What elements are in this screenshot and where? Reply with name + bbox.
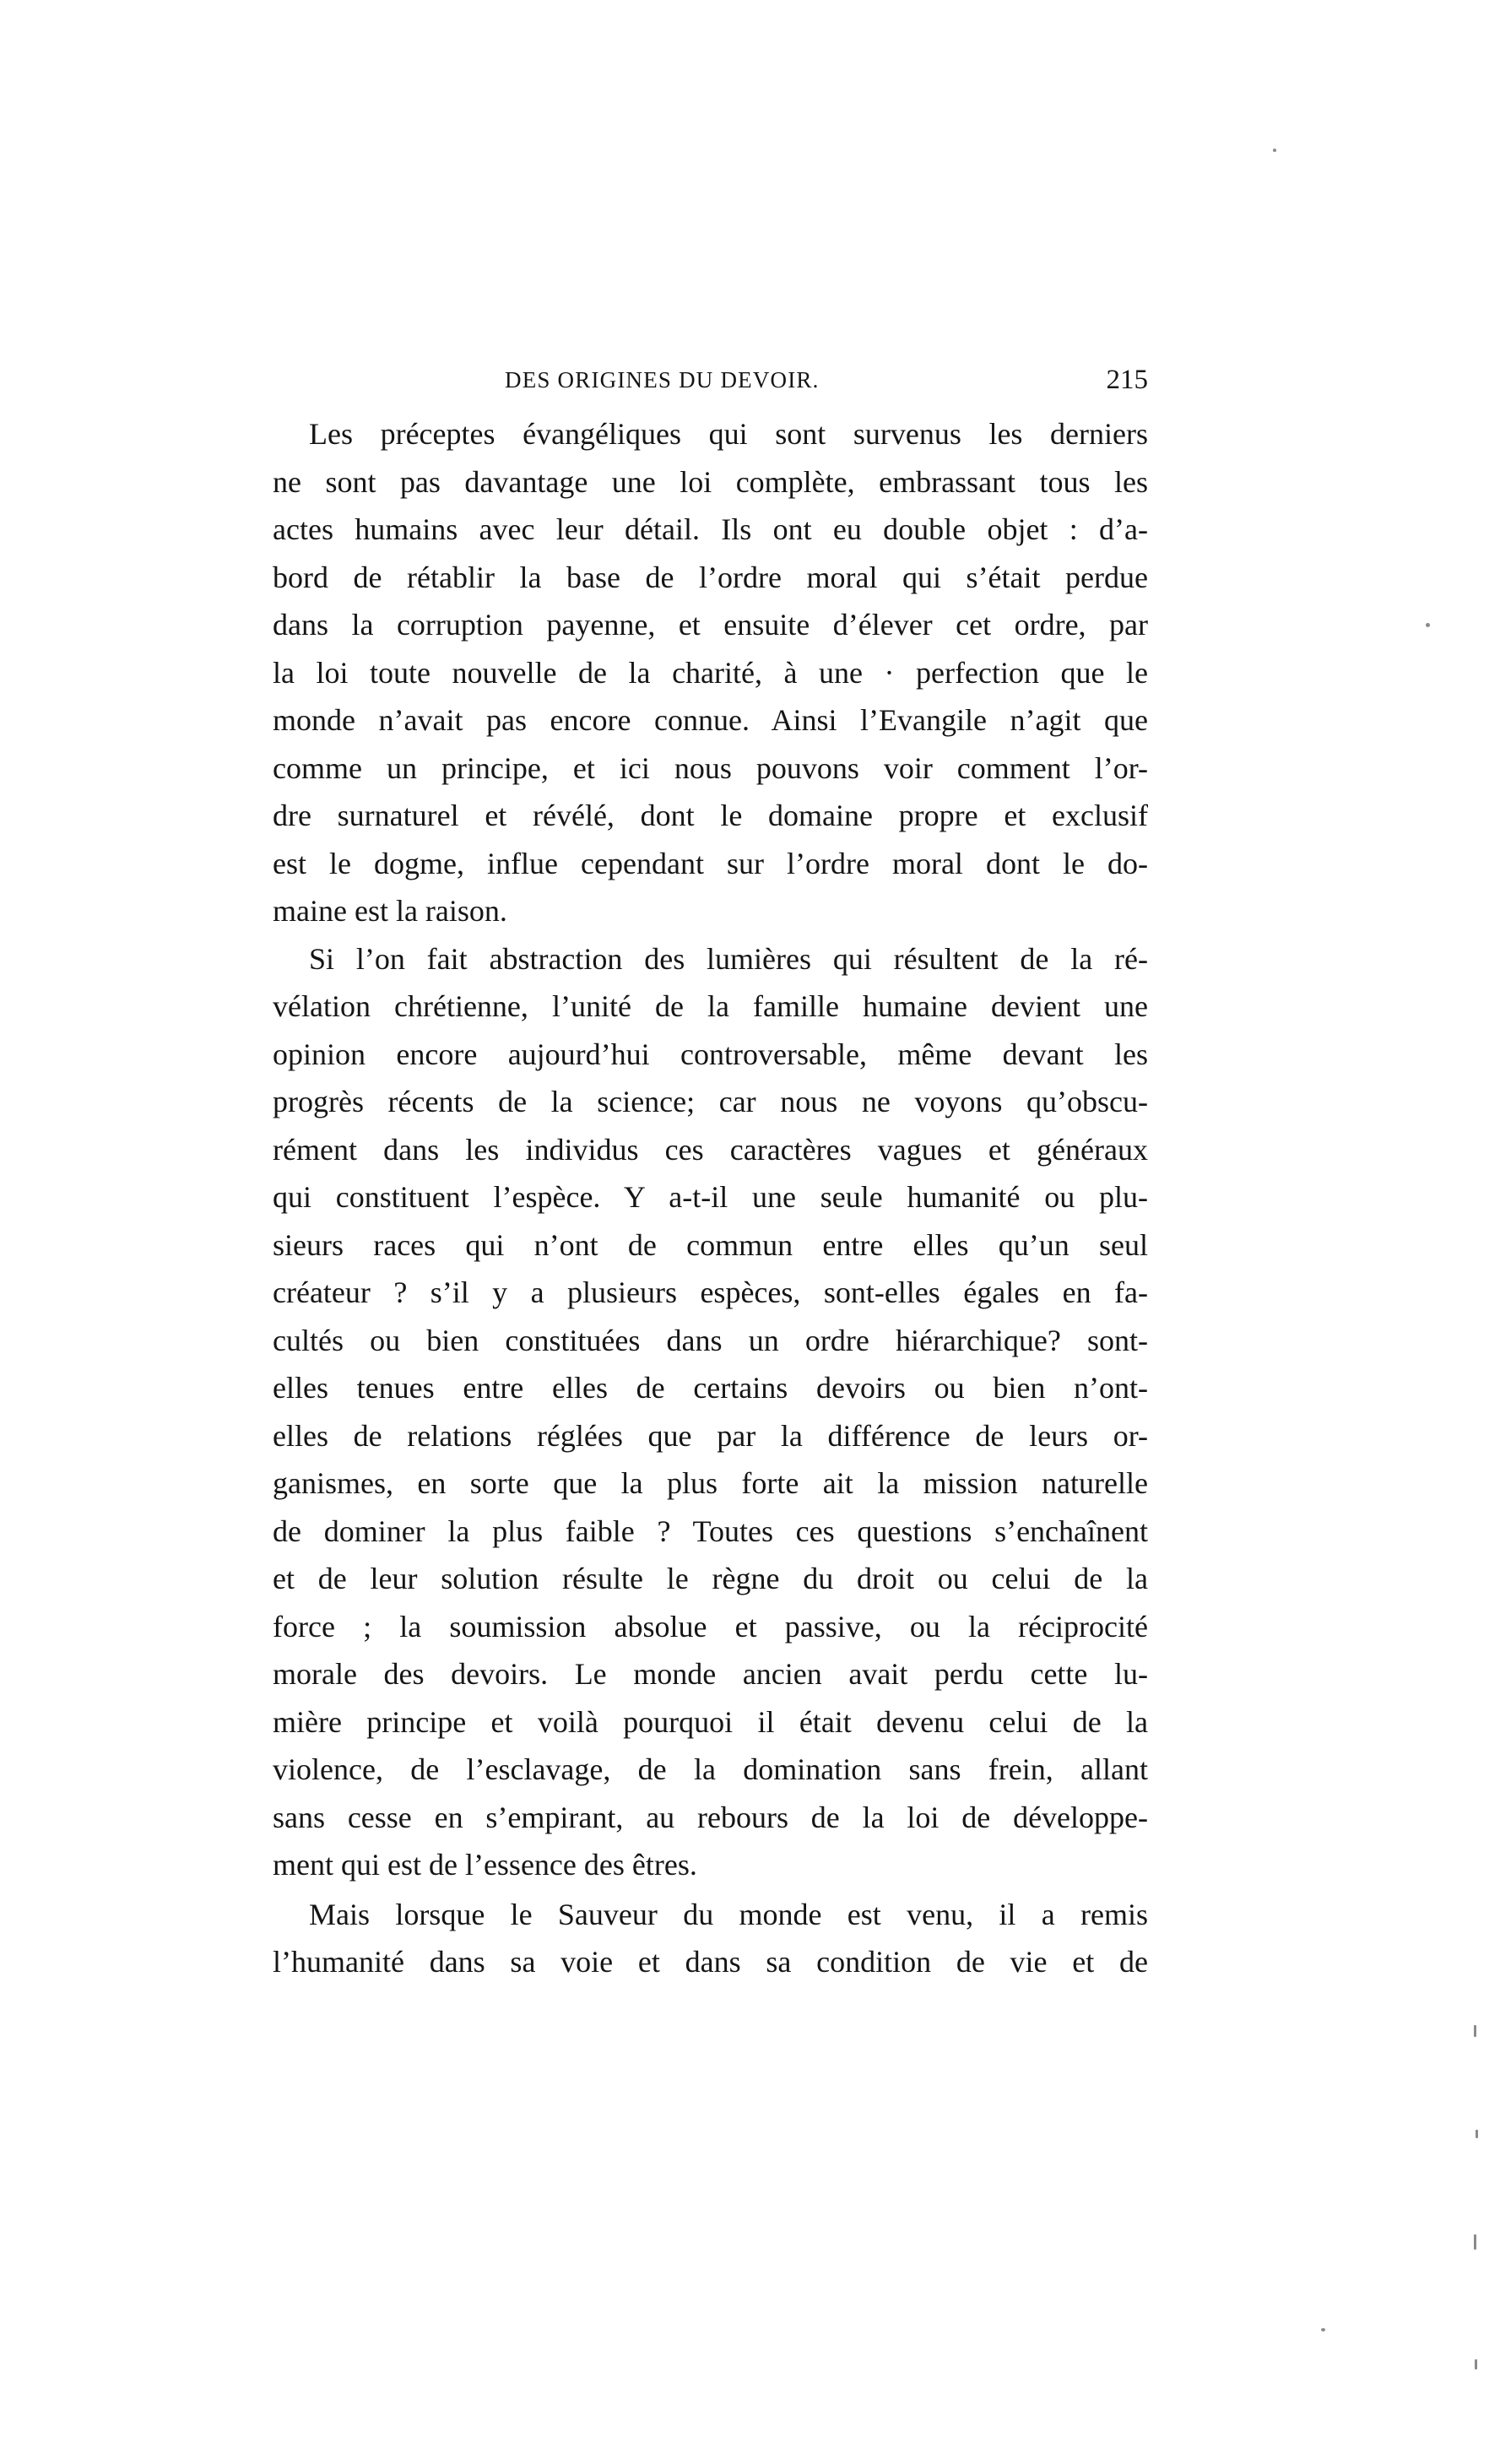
- text-line: de dominer la plus faible ? Toutes ces questions s’enchaînent: [273, 1514, 1148, 1548]
- scan-speck: [1476, 2130, 1478, 2138]
- text-line: et de leur solution résulte le règne du droit ou celui de la: [273, 1562, 1148, 1595]
- text-line: qui constituent l’espèce. Y a-t-il une seule humanité ou plu-: [273, 1180, 1148, 1214]
- text-line: Si l’on fait abstraction des lumières qui résultent de la ré-: [309, 941, 1148, 976]
- text-line: Les préceptes évangéliques qui sont survenus les derniers: [309, 417, 1148, 451]
- text-line: ganismes, en sorte que la plus forte ait la mission naturelle: [273, 1466, 1148, 1500]
- text-line: bord de rétablir la base de l’ordre moral qui s’était perdue: [273, 560, 1148, 594]
- text-line: rément dans les individus ces caractères vagues et généraux: [273, 1132, 1148, 1167]
- text-line: cultés ou bien constituées dans un ordre hiérarchique? sont-: [273, 1323, 1148, 1357]
- running-title: DES ORIGINES DU DEVOIR.: [505, 367, 820, 393]
- text-line: maine est la raison.: [273, 894, 507, 928]
- text-line: ne sont pas davantage une loi complète, embrassant tous les: [273, 464, 1148, 499]
- scan-speck: [1475, 2359, 1477, 2369]
- paragraph-2: [273, 935, 1148, 1889]
- text-line: est le dogme, influe cependant sur l’ordre moral dont le do-: [273, 846, 1148, 880]
- text-line: morale des devoirs. Le monde ancien avait perdu cette lu-: [273, 1657, 1148, 1691]
- page-number: 215: [1106, 365, 1148, 395]
- text-line: Mais lorsque le Sauveur du monde est venu, il a remis: [309, 1897, 1148, 1931]
- text-line: sans cesse en s’empirant, au rebours de la loi de développe-: [273, 1800, 1148, 1834]
- text-line: vélation chrétienne, l’unité de la famille humaine devient une: [273, 989, 1148, 1023]
- scan-speck: [1426, 623, 1430, 627]
- text-line: sieurs races qui n’ont de commun entre elles qu’un seul: [273, 1227, 1148, 1262]
- paragraph-1: [273, 410, 1148, 935]
- text-line: créateur ? s’il y a plusieurs espèces, sont-elles égales en fa-: [273, 1275, 1148, 1309]
- text-line: comme un principe, et ici nous pouvons voir comment l’or-: [273, 750, 1148, 785]
- text-line: dans la corruption payenne, et ensuite d’élever cet ordre, par: [273, 608, 1148, 642]
- text-line: dre surnaturel et révélé, dont le domaine propre et exclusif: [273, 799, 1148, 832]
- running-head: [273, 361, 1148, 398]
- paragraph-3: [273, 1891, 1148, 1986]
- text-line: monde n’avait pas encore connue. Ainsi l’Evangile n’agit que: [273, 703, 1148, 737]
- text-line: elles tenues entre elles de certains devoirs ou bien n’ont-: [273, 1371, 1148, 1405]
- scan-speck: [1321, 2328, 1325, 2331]
- scan-speck: [1273, 149, 1276, 152]
- text-line: la loi toute nouvelle de la charité, à une · perfection que le: [273, 655, 1148, 690]
- text-line: l’humanité dans sa voie et dans sa condition de vie et de: [273, 1945, 1148, 1979]
- body-text: [273, 410, 1148, 1986]
- text-line: violence, de l’esclavage, de la domination sans frein, allant: [273, 1752, 1148, 1786]
- scan-speck: [1474, 2234, 1476, 2250]
- text-line: progrès récents de la science; car nous ne voyons qu’obscu-: [273, 1085, 1148, 1118]
- scan-speck: [1474, 2025, 1476, 2037]
- text-line: opinion encore aujourd’hui controversable, même devant les: [273, 1037, 1148, 1071]
- text-line: mière principe et voilà pourquoi il était devenu celui de la: [273, 1704, 1148, 1739]
- text-line: force ; la soumission absolue et passive, ou la réciprocité: [273, 1609, 1148, 1644]
- text-line: ment qui est de l’essence des êtres.: [273, 1848, 697, 1882]
- text-line: elles de relations réglées que par la différence de leurs or-: [273, 1418, 1148, 1453]
- text-line: actes humains avec leur détail. Ils ont eu double objet : d’a-: [273, 512, 1148, 546]
